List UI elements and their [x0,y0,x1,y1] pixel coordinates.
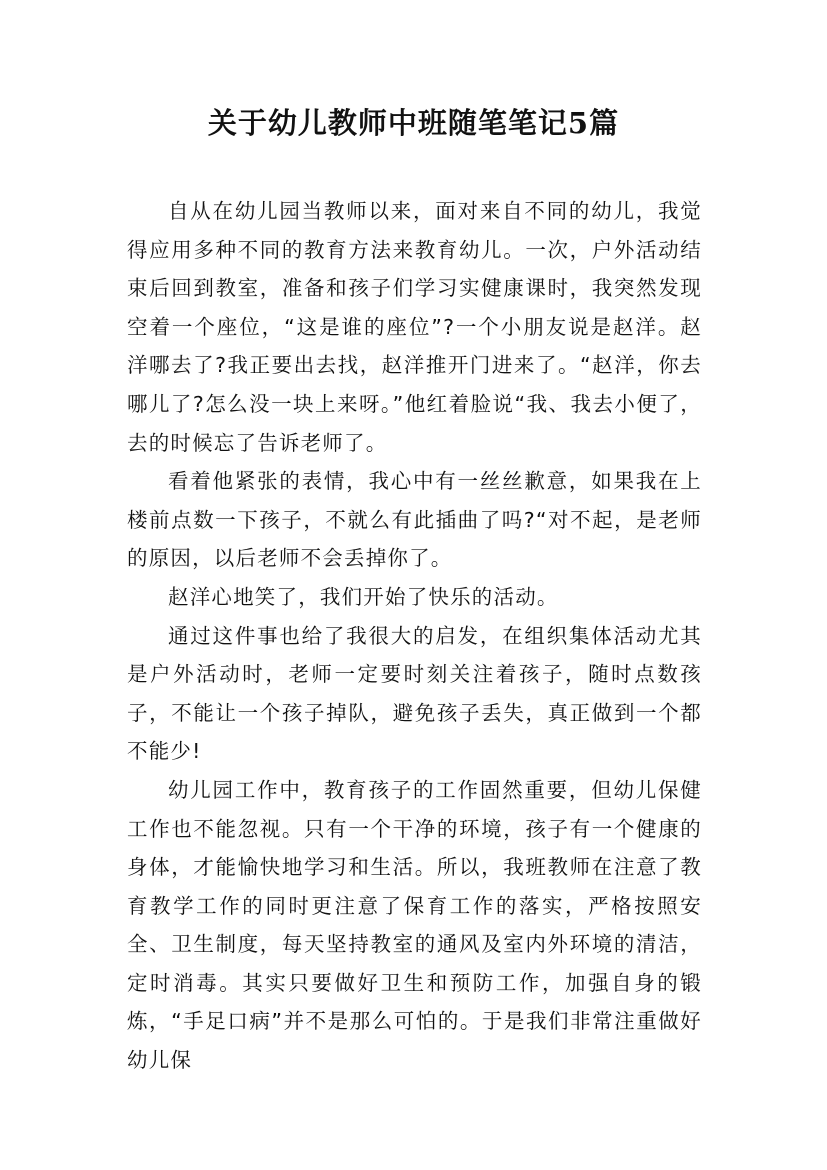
document-title: 关于幼儿教师中班随笔笔记5篇 [207,106,620,140]
paragraph-4: 通过这件事也给了我很大的启发，在组织集体活动尤其是户外活动时，老师一定要时刻关注着孩子，随时点数孩子，不能让一个孩子掉队，避免孩子丢失，真正做到一个都不能少! [127,623,702,764]
paragraph-3: 赵洋心地笑了，我们开始了快乐的活动。 [168,584,559,609]
document-body [127,192,702,1080]
paragraph-1: 自从在幼儿园当教师以来，面对来自不同的幼儿，我觉得应用多种不同的教育方法来教育幼儿。一次，户外活动结束后回到教室，准备和孩子们学习实健康课时，我突然发现空着一个座位，“这是谁的座位”?一个小朋友说是赵洋。赵洋哪去了?我正要出去找，赵洋推开门进来了。“赵洋，你去哪儿了?怎么没一块上来呀。”他红着脸说“我、我去小便了，去的时候忘了告诉老师了。 [127,199,702,455]
paragraph-2: 看着他紧张的表情，我心中有一丝丝歉意，如果我在上楼前点数一下孩子，不就么有此插曲了吗?“对不起，是老师的原因，以后老师不会丢掉你了。 [127,469,702,571]
paragraph-5: 幼儿园工作中，教育孩子的工作固然重要，但幼儿保健工作也不能忽视。只有一个干净的环境，孩子有一个健康的身体，才能愉快地学习和生活。所以，我班教师在注意了教育教学工作的同时更注意了保育工作的落实，严格按照安全、卫生制度，每天坚持教室的通风及室内外环境的清洁，定时消毒。其实只要做好卫生和预防工作，加强自身的锻炼，“手足口病”并不是那么可怕的。于是我们非常注重做好幼儿保 [127,777,702,1073]
